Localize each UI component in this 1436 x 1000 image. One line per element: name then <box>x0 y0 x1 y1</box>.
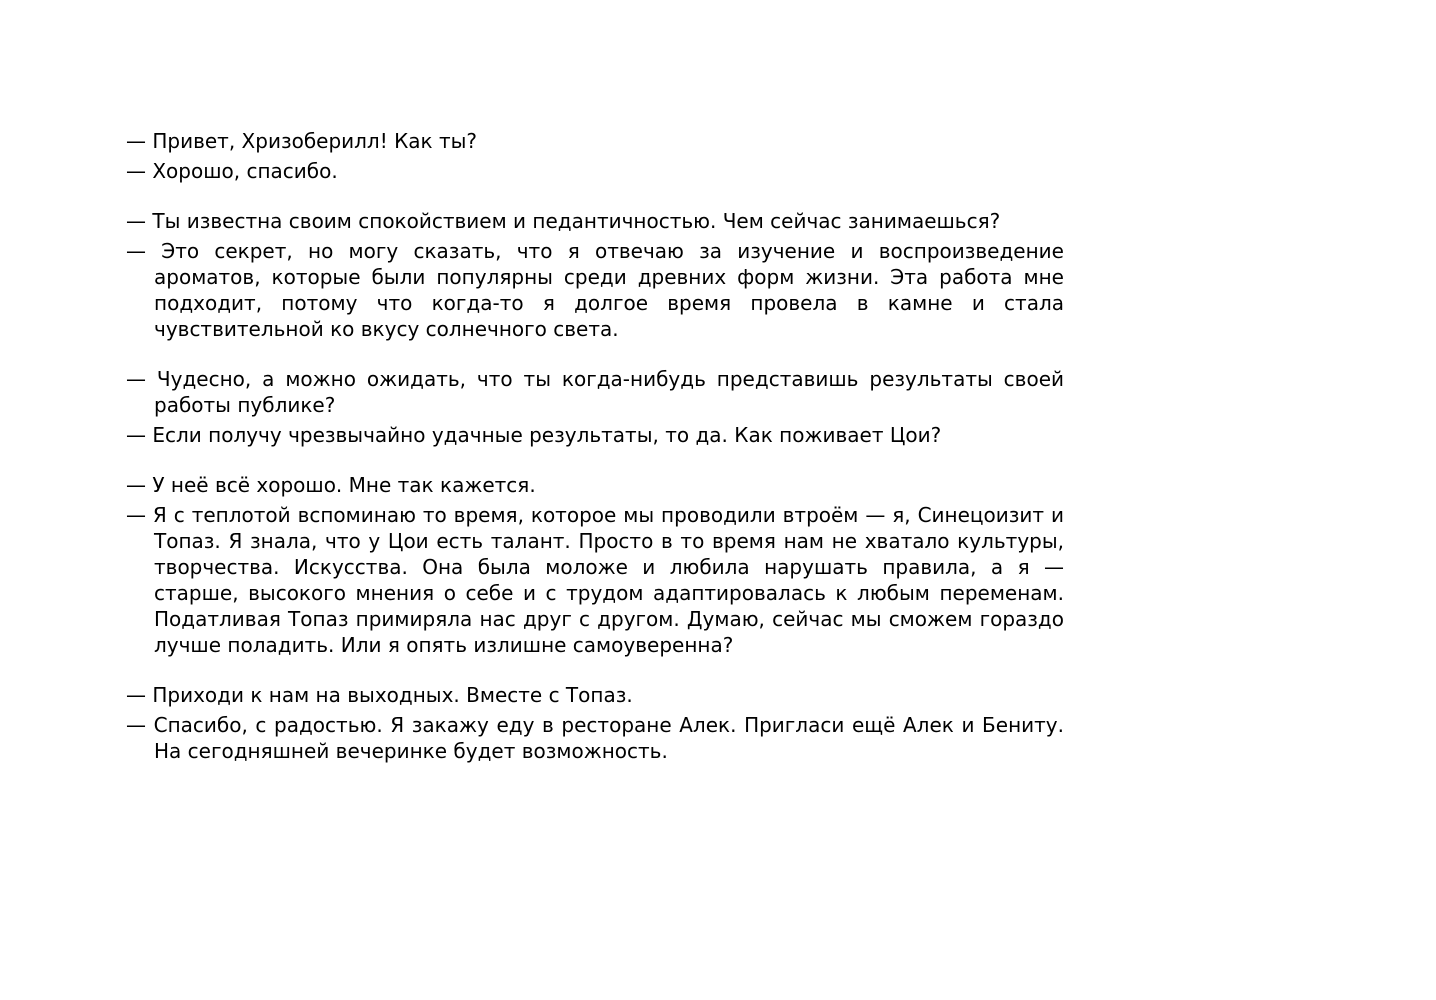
dialogue-group <box>126 472 1064 658</box>
dialogue-text <box>126 128 1064 764</box>
dialogue-line: — У неё всё хорошо. Мне так кажется. <box>126 473 536 497</box>
dialogue-line: — Чудесно, а можно ожидать, что ты когда-нибудь представишь результаты своей работы публике? <box>126 367 1064 417</box>
dialogue-group <box>126 366 1064 448</box>
dialogue-group <box>126 682 1064 764</box>
dialogue-line: — Я с теплотой вспоминаю то время, которое мы проводили втроём — я, Синецоизит и Топаз. Я знала, что у Цои есть талант. Просто в то время нам не хватало культуры, творчества. Искусства. Она была моложе и любила нарушать правила, а я — старше, высокого мнения о себе и с трудом адаптировалась к любым переменам. Податливая Топаз примиряла нас друг с другом. Думаю, сейчас мы сможем гораздо лучше поладить. Или я опять излишне самоуверенна? <box>126 503 1064 657</box>
dialogue-group <box>126 128 1064 184</box>
dialogue-line: — Приходи к нам на выходных. Вместе с Топаз. <box>126 683 633 707</box>
dialogue-group <box>126 208 1064 342</box>
dialogue-line: — Это секрет, но могу сказать, что я отвечаю за изучение и воспроизведение ароматов, которые были популярны среди древних форм жизни. Эта работа мне подходит, потому что когда-то я долгое время провела в камне и стала чувствительной ко вкусу солнечного света. <box>126 239 1064 341</box>
dialogue-line: — Хорошо, спасибо. <box>126 159 338 183</box>
dialogue-line: — Если получу чрезвычайно удачные результаты, то да. Как поживает Цои? <box>126 423 942 447</box>
dialogue-line: — Привет, Хризоберилл! Как ты? <box>126 129 478 153</box>
dialogue-line: — Спасибо, с радостью. Я закажу еду в ресторане Алек. Пригласи ещё Алек и Бениту. На сегодняшней вечеринке будет возможность. <box>126 713 1064 763</box>
dialogue-page <box>126 128 1064 788</box>
dialogue-line: — Ты известна своим спокойствием и педантичностью. Чем сейчас занимаешься? <box>126 209 1001 233</box>
